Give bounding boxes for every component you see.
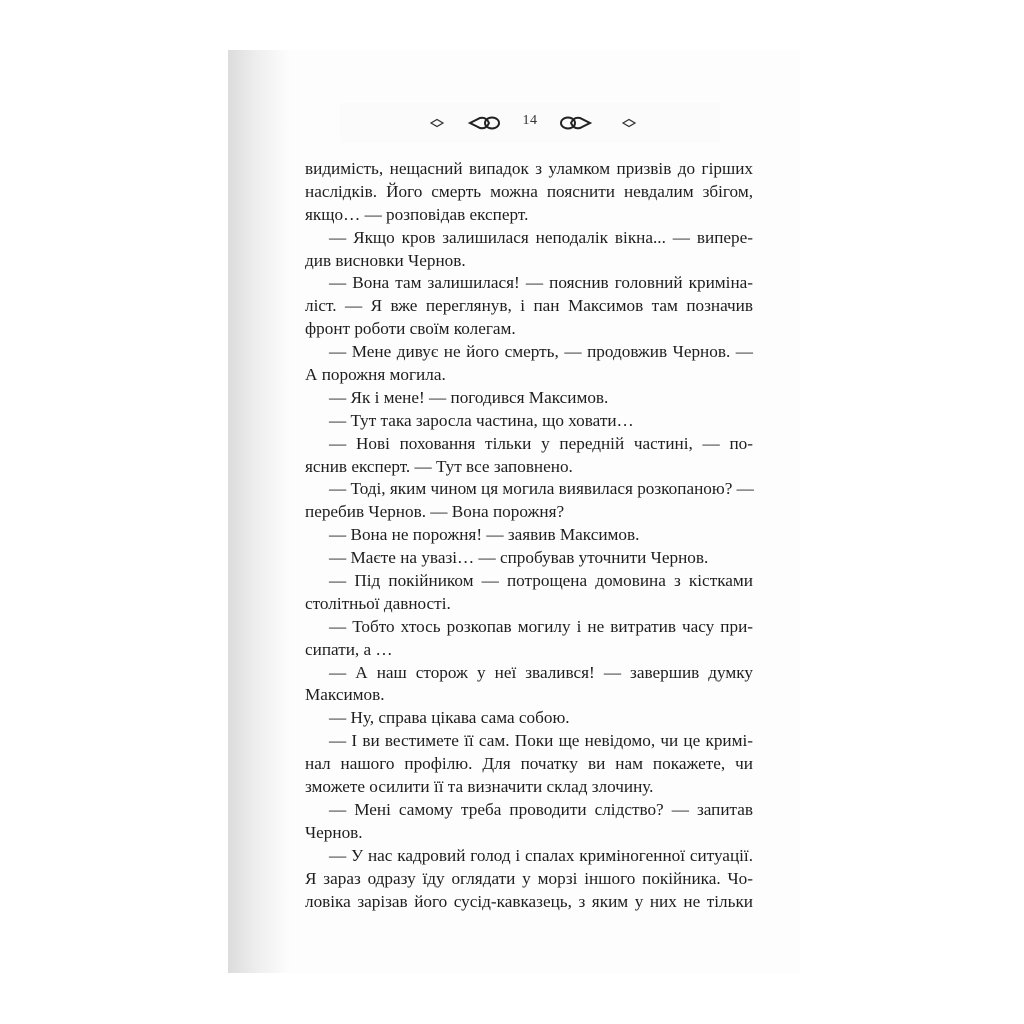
text-line: видимість, нещасний випадок з уламком призвів до гірших <box>305 159 753 178</box>
text-line: А порожня могила. <box>305 365 446 385</box>
text-line: — Маєте на увазі… — спробував уточнити Чернов. <box>329 548 709 568</box>
text-line: — Мені самому треба проводити слідство? — запитав <box>329 799 753 819</box>
text-line: — І ви вестимете її сам. Поки ще невідомо, чи це кримі- <box>329 731 753 751</box>
text-line: — Під покійником — потрощена домовина з кістками <box>329 571 753 591</box>
page-number: 14 <box>522 113 538 128</box>
text-line: див висновки Чернов. <box>305 250 466 270</box>
text-line: якщо… — розповідав експерт. <box>305 204 529 224</box>
text-line: — Тут така заросла частина, що ховати… <box>329 410 634 430</box>
text-line: фронт роботи своїм колегам. <box>305 319 516 339</box>
text-line: наслідків. Його смерть можна пояснити невдалим збігом, <box>305 181 753 201</box>
text-line: — Ну, справа цікава сама собою. <box>329 708 570 728</box>
text-line: — Тоді, яким чином ця могила виявилася розкопаною? — <box>329 479 754 499</box>
text-line: — Нові поховання тільки у передній частині, — по- <box>329 433 753 453</box>
text-line: ловіка зарізав його сусід-кавказець, з яким у них не тільки <box>305 891 753 911</box>
text-line: зможете осилити її та визначити склад злочину. <box>305 777 654 797</box>
body-text <box>305 158 753 913</box>
text-line: ліст. — Я вже переглянув, і пан Максимов там позначив <box>305 296 753 316</box>
text-line: — Вона там залишилася! — пояснив головний криміна- <box>329 273 753 293</box>
text-line: — Як і мене! — погодився Максимов. <box>329 387 609 407</box>
text-line: столітньої давності. <box>305 593 451 613</box>
text-line: Чернов. <box>305 822 363 842</box>
text-line: — Тобто хтось розкопав могилу і не витратив часу при- <box>329 616 753 636</box>
text-line: яснив експерт. — Тут все заповнено. <box>305 456 573 476</box>
text-line: перебив Чернов. — Вона порожня? <box>305 502 565 522</box>
text-line: — Вона не порожня! — заявив Максимов. <box>329 525 640 545</box>
text-line: — У нас кадровий голод і спалах криміногенної ситуації. <box>329 845 753 865</box>
text-line: Я зараз одразу їду оглядати у морзі іншого покійника. Чо- <box>305 868 753 888</box>
text-line: нал нашого профілю. Для початку ви нам покажете, чи <box>305 754 753 774</box>
text-line: — Якщо кров залишилася неподалік вікна... — випере- <box>329 227 753 247</box>
text-line: сипати, а … <box>305 639 393 659</box>
text-line: — А наш сторож у неї звалився! — завершив думку <box>329 662 753 682</box>
text-line: — Мене дивує не його смерть, — продовжив Чернов. — <box>329 342 753 362</box>
page-header <box>340 103 720 143</box>
text-line: Максимов. <box>305 685 385 705</box>
